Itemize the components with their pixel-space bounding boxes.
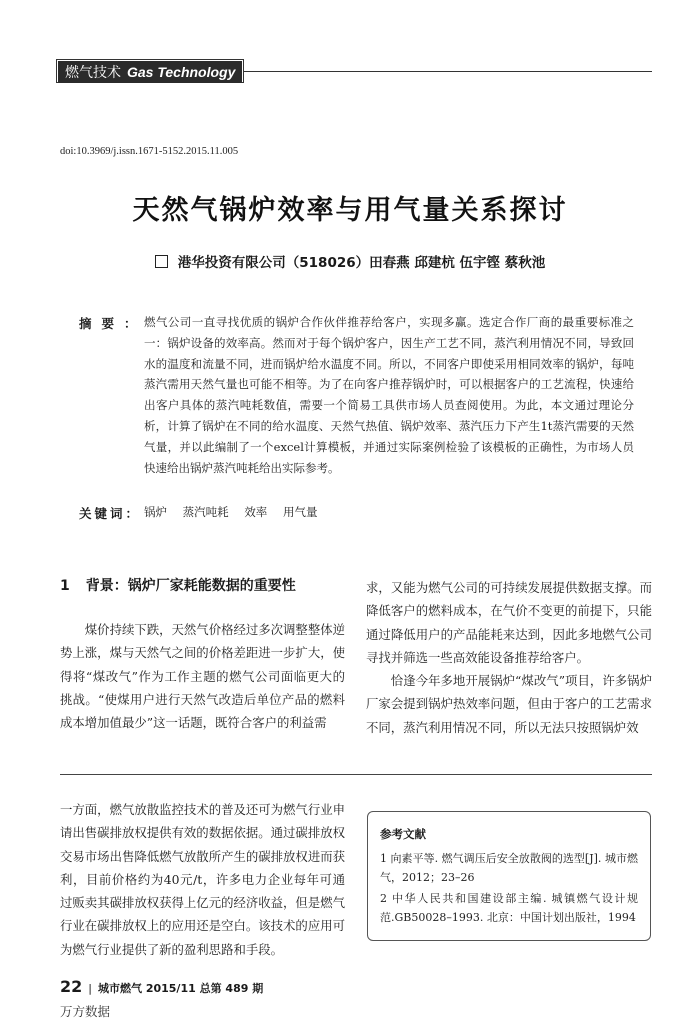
section-divider [60,774,652,775]
references-title: 参考文献 [380,827,426,841]
references-box [367,811,651,941]
page-footer [60,977,263,996]
reference-item: 1 向素平等. 燃气调压后安全放散阀的选型[J]. 城市燃气，2012；23–26 [380,852,638,884]
prev-article-column [60,798,345,961]
keyword: 用气量 [282,505,318,519]
header-rule [244,71,652,72]
abstract-text: 燃气公司一直寻找优质的锅炉合作伙伴推荐给客户，实现多赢。选定合作厂商的最重要标准之一：锅炉设备的效率高。然而对于每个锅炉客户，因生产工艺不同，蒸汽利用情况不同，导致回水的温度和流量不同，进而锅炉给水温度不同。所以，不同客户即使采用相同效率的锅炉，每吨蒸汽需用天然气量也可能不相等。为了在向客户推荐锅炉时，可以根据客户的工艺流程，快速给出客户具体的蒸汽吨耗数值，需要一个简易工具供市场人员查阅使用。为此，本文通过理论分析，计算了锅炉在不同的给水温度、天然气热值、锅炉效率、蒸汽压力下产生1t蒸汽需要的天然气量，并以此编制了一个excel计算模板，并通过实际案例检验了该模板的正确性，为市场人员快速给出锅炉蒸汽吨耗给出实际参考。 [144,315,634,475]
reference-item: 2 中华人民共和国建设部主编. 城镇燃气设计规范.GB50028–1993. 北京：中国计划出版社，1994 [380,892,638,924]
keyword: 效率 [244,505,268,519]
body-paragraph: 求，又能为燃气公司的可持续发展提供数据支撑。而降低客户的燃料成本，在气价不变更的前提下，只能通过降低用户的产品能耗来达到，因此多地燃气公司寻找并筛选一些高效能设备推荐给客户。 [366,580,652,665]
article-title: 天然气锅炉效率与用气量关系探讨 [132,195,568,226]
body-paragraph: 煤价持续下跌，天然气价格经过多次调整整体逆势上涨，煤与天然气之间的价格差距进一步扩大，使得将“煤改气”作为工作主题的燃气公司面临更大的挑战。“使煤用户进行天然气改造后单位产品的燃料成本增加值最少”这一话题，既符合客户的利益需 [60,622,345,731]
journal-info: 城市燃气 2015/11 总第 489 期 [97,982,264,995]
section-number: 1 [60,578,70,594]
watermark: 万方数据 [60,1004,111,1019]
square-icon [155,255,168,268]
left-column [60,618,345,734]
authors: 港华投资有限公司（518026）田春燕 邱建杭 伍宇铿 蔡秋池 [177,255,546,271]
keyword: 蒸汽吨耗 [182,505,229,519]
abstract-label: 摘要： [79,316,147,331]
keywords-label: 关键词： [79,506,142,521]
section-heading [60,575,296,595]
column-tag-cn: 燃气技术 [65,65,121,81]
keywords [144,504,329,520]
right-column [366,576,652,739]
doi: doi:10.3969/j.issn.1671-5152.2015.11.005 [60,146,239,157]
column-tag-en: Gas Technology [127,64,236,80]
footer-separator: | [88,982,92,995]
prev-article-paragraph: 一方面，燃气放散监控技术的普及还可为燃气行业申请出售碳排放权提供有效的数据依据。通过碳排放权交易市场出售降低燃气放散所产生的碳排放权进而获利，目前价格约为40元/t，许多电力企业每年可通过贩卖其碳排放权获得上亿元的经济收益，但是燃气行业在碳排放权上的应用还是空白。该技术的应用可为燃气行业提供了新的盈利思路和手段。 [60,802,345,957]
section-title: 背景：锅炉厂家耗能数据的重要性 [85,578,296,594]
body-paragraph: 恰逢今年多地开展锅炉“煤改气”项目，许多锅炉厂家会提到锅炉热效率问题，但由于客户的工艺需求不同，蒸汽利用情况不同，所以无法只按照锅炉效 [366,673,652,735]
page-number: 22 [60,977,83,996]
column-tag [58,61,242,83]
keyword: 锅炉 [144,505,167,519]
author-line [0,251,700,271]
